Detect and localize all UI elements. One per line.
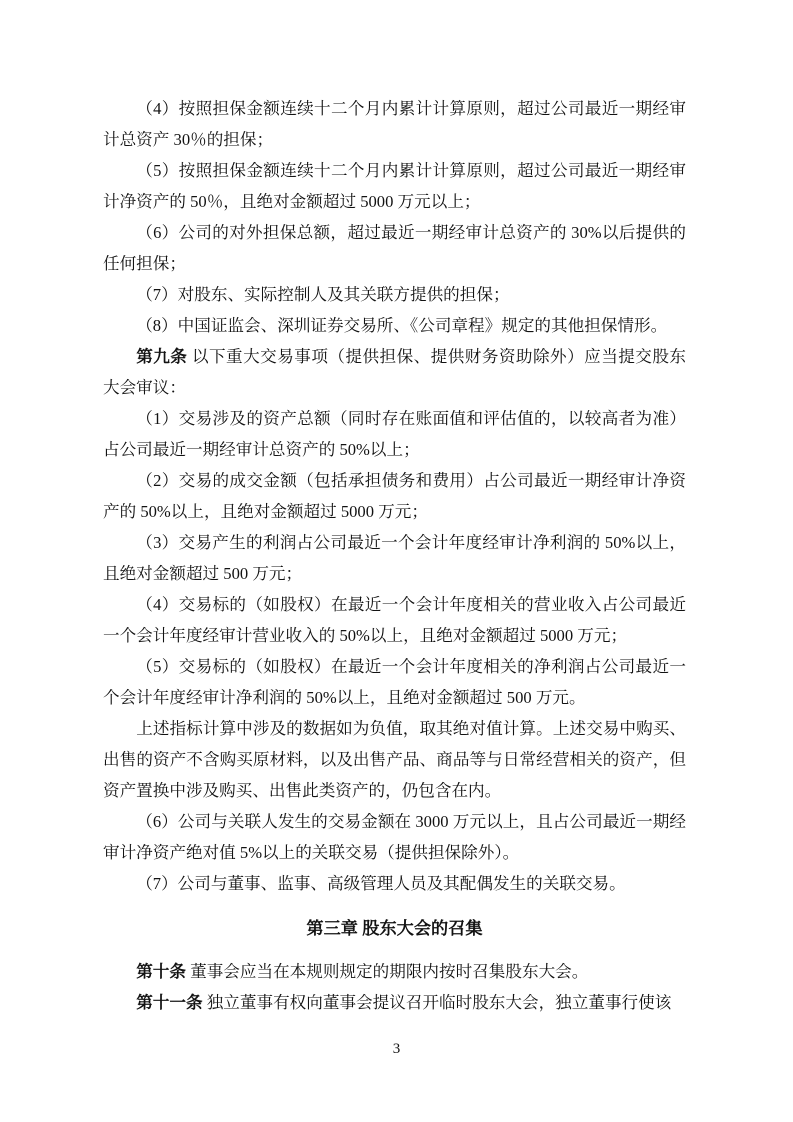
page-footer <box>0 1040 793 1058</box>
article-paragraph: 第十条 董事会应当在本规则规定的期限内按时召集股东大会。 <box>136 962 589 981</box>
document-body <box>103 93 686 1018</box>
paragraph: （5）按照担保金额连续十二个月内累计计算原则，超过公司最近一期经审计净资产的 50％，且绝对金额超过 5000 万元以上； <box>103 161 686 211</box>
paragraph: （2）交易的成交金额（包括承担债务和费用）占公司最近一期经审计净资产的 50%以上，且绝对金额超过 5000 万元； <box>103 471 686 521</box>
paragraph: （4）按照担保金额连续十二个月内累计计算原则，超过公司最近一期经审计总资产 30％的担保； <box>103 99 686 149</box>
paragraph: （6）公司与关联人发生的交易金额在 3000 万元以上，且占公司最近一期经审计净资产绝对值 5%以上的关联交易（提供担保除外）。 <box>103 812 686 862</box>
article-number: 第九条 <box>136 347 188 366</box>
paragraph: （3）交易产生的利润占公司最近一个会计年度经审计净利润的 50%以上，且绝对金额超过 500 万元； <box>103 533 686 583</box>
article-paragraph: 第十一条 独立董事有权向董事会提议召开临时股东大会，独立董事行使该 <box>136 993 672 1012</box>
paragraph: （6）公司的对外担保总额，超过最近一期经审计总资产的 30%以后提供的任何担保； <box>103 223 686 273</box>
paragraph: （1）交易涉及的资产总额（同时存在账面值和评估值的，以较高者为准）占公司最近一期经审计总资产的 50%以上； <box>103 409 686 459</box>
page-number: 3 <box>392 1041 401 1057</box>
article-number: 第十条 <box>136 962 186 981</box>
paragraph: （7）公司与董事、监事、高级管理人员及其配偶发生的关联交易。 <box>136 874 626 893</box>
paragraph: 上述指标计算中涉及的数据如为负值，取其绝对值计算。上述交易中购买、出售的资产不含购买原材料，以及出售产品、商品等与日常经营相关的资产，但资产置换中涉及购买、出售此类资产的，仍包含在内。 <box>103 719 686 800</box>
article-paragraph: 第九条 以下重大交易事项（提供担保、提供财务资助除外）应当提交股东大会审议： <box>103 347 686 397</box>
paragraph: （4）交易标的（如股权）在最近一个会计年度相关的营业收入占公司最近一个会计年度经审计营业收入的 50%以上，且绝对金额超过 5000 万元； <box>103 595 686 645</box>
paragraph: （5）交易标的（如股权）在最近一个会计年度相关的净利润占公司最近一个会计年度经审计净利润的 50%以上，且绝对金额超过 500 万元。 <box>103 657 686 707</box>
paragraph: （7）对股东、实际控制人及其关联方提供的担保； <box>136 285 510 304</box>
article-number: 第十一条 <box>136 993 203 1012</box>
chapter-heading: 第三章 股东大会的召集 <box>306 919 483 938</box>
paragraph: （8）中国证监会、深圳证券交易所、《公司章程》规定的其他担保情形。 <box>136 316 668 335</box>
